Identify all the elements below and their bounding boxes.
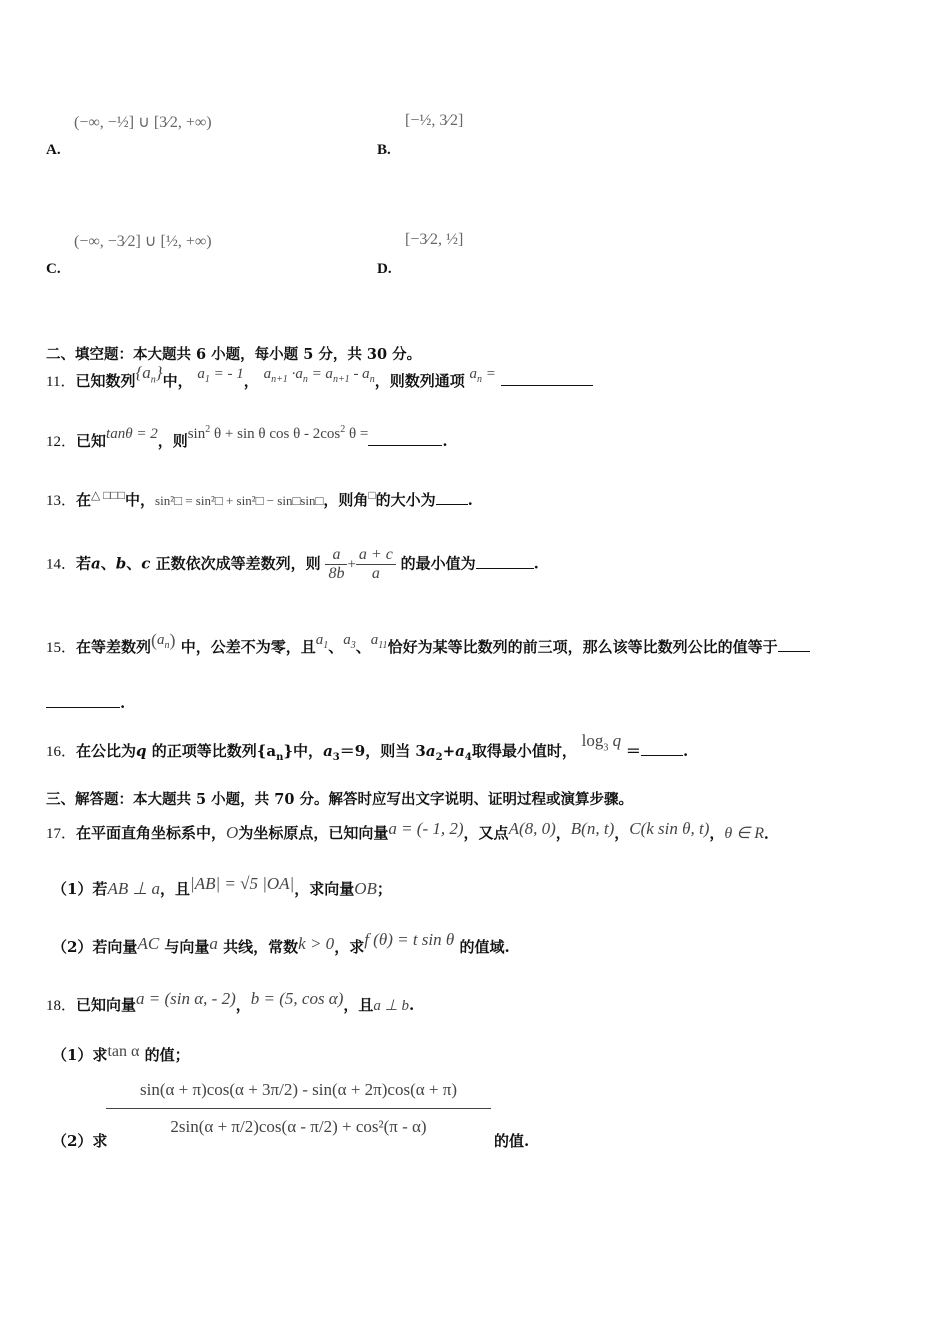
question-number: 15． [46, 640, 77, 656]
section-heading-fill-in: 二、填空题：本大题共 6 小题，每小题 5 分，共 30 分。 [46, 346, 422, 363]
variable: a [425, 742, 436, 760]
question-14 [46, 546, 539, 583]
question-text: }中， [283, 742, 324, 760]
question-text: ，求向量 [294, 880, 355, 898]
question-text: 、 [355, 638, 371, 656]
question-text: ＝9，则当 3 [339, 742, 426, 760]
math-expr: B(n, t) [570, 819, 615, 838]
math-expr: △ □□□ [91, 488, 126, 502]
fraction-denominator: a [371, 565, 380, 582]
answer-blank[interactable] [501, 384, 593, 386]
option-d-expr: [−3⁄2, ½] [405, 231, 464, 248]
math-expr: a [157, 632, 165, 648]
question-13 [46, 489, 473, 510]
math-sub: n [164, 640, 170, 651]
question-18-part-2-label: （2）求 [52, 1132, 108, 1150]
question-text: . [533, 554, 539, 573]
part-label: （1）若 [52, 880, 108, 898]
question-text: 共线，常数 [217, 938, 299, 956]
question-17 [46, 819, 779, 843]
math-sub: 3 [603, 742, 609, 754]
question-text: 正数依次成等差数列，则 [150, 554, 321, 573]
question-text: ，求 [334, 938, 365, 956]
question-text: 中， [162, 372, 193, 390]
question-text: 取得最小值时， [471, 742, 577, 760]
question-text: . [409, 996, 415, 1014]
math-sub: 1 [323, 640, 329, 651]
answer-blank[interactable] [368, 444, 442, 446]
math-sub: n+1 [271, 374, 288, 385]
math-sub: n [302, 374, 308, 385]
question-text: . [120, 694, 126, 712]
section-heading-answers: 三、解答题：本大题共 5 小题，共 70 分。解答时应写出文字说明、证明过程或演算步骤。 [46, 791, 633, 808]
question-number: 13． [46, 493, 77, 509]
math-sub: n [276, 752, 284, 763]
math-sub: 4 [464, 752, 472, 763]
math-expr: } [155, 363, 163, 382]
answer-blank[interactable] [641, 754, 683, 756]
question-text: 、 [126, 554, 142, 573]
question-18-part-1 [52, 1044, 190, 1065]
answer-blank[interactable] [778, 650, 810, 652]
math-expr: k > 0 [298, 934, 335, 953]
question-18 [46, 989, 415, 1015]
question-text: 在 [76, 491, 92, 509]
question-text: 在平面直角坐标系中， [76, 824, 227, 842]
math-sub: 11 [378, 640, 388, 651]
math-expr: + [347, 556, 356, 573]
math-sub: 3 [332, 752, 340, 763]
math-expr: C(k sin θ, t) [629, 819, 710, 838]
fraction [356, 546, 396, 583]
math-expr: log [581, 731, 604, 750]
variable: a [323, 742, 333, 760]
question-17-part-2 [52, 930, 510, 957]
option-b-label: B. [377, 142, 391, 158]
fraction-numerator: a + c [356, 546, 396, 565]
option-c-expr: (−∞, −3⁄2] ∪ [½, +∞) [74, 233, 212, 250]
question-18-part-2-tail: 的值. [494, 1132, 530, 1150]
question-text: ，且 [343, 996, 374, 1014]
question-text: ，则角 [323, 491, 369, 509]
math-sub: 3 [350, 640, 356, 651]
question-text: 的大小为 [375, 491, 436, 509]
question-text: ，则数列通项 [374, 372, 465, 390]
math-expr: a [370, 632, 379, 648]
math-expr: AC [137, 934, 160, 953]
variable: q [136, 742, 147, 760]
question-text: ， [235, 996, 251, 1014]
math-expr: θ ∈ R [724, 825, 764, 842]
question-text: ，则 [157, 432, 188, 450]
math-expr: a = (- 1, 2) [388, 819, 464, 838]
math-expr: a [469, 366, 477, 382]
question-15: 15．在等差数列$(a_n)$ 中，公差不为零，且$a_1$、$a_3$、$a_{11}$恰好为某等比数列的前三项，那么该等比数列公比的值等于 [46, 636, 912, 659]
math-expr: A(8, 0) [508, 819, 556, 838]
answer-blank[interactable] [436, 503, 468, 505]
question-number: 16． [46, 744, 77, 760]
math-expr: a ⊥ b [373, 998, 409, 1014]
question-text: ，又点 [463, 824, 509, 842]
math-expr: tan α [107, 1043, 140, 1060]
question-text: 中，公差不为零，且 [175, 638, 316, 656]
fraction [325, 546, 347, 583]
math-expr: ·a [287, 366, 303, 382]
question-text: 已知向量 [76, 996, 137, 1014]
question-number: 17． [46, 826, 77, 842]
math-expr: a [343, 632, 351, 648]
math-expr: = - 1 [209, 366, 244, 382]
fraction-expression [106, 1080, 491, 1137]
question-text: 为坐标原点，已知向量 [238, 824, 389, 842]
question-text: 的正项等比数列{a [146, 742, 277, 760]
math-expr: |AB| = √5 |OA| [190, 874, 295, 893]
question-text: . [682, 742, 689, 760]
question-text: 的最小值为 [400, 554, 476, 573]
question-text: + [442, 742, 456, 760]
math-sup: 2 [205, 424, 211, 435]
math-expr: sin [187, 426, 206, 442]
math-expr: O [226, 823, 239, 842]
part-label: （1）求 [52, 1046, 108, 1064]
math-expr: {a [135, 363, 151, 382]
math-expr: OB [354, 879, 377, 898]
question-text: ． [763, 824, 779, 842]
math-expr: a [197, 366, 205, 382]
question-16 [46, 731, 689, 763]
math-expr: tanθ = 2 [106, 426, 158, 442]
question-text: ； [376, 880, 392, 898]
question-number: 11． [46, 374, 76, 390]
option-c-label: C. [46, 261, 61, 277]
math-expr: b = (5, cos α) [250, 989, 344, 1008]
math-expr: a [315, 632, 324, 648]
question-text: ， [555, 824, 571, 842]
answer-blank[interactable] [46, 706, 120, 708]
part-label: （2）若向量 [52, 938, 138, 956]
fraction-denominator: 2sin(α + π/2)cos(α - π/2) + cos²(π - α) [170, 1117, 427, 1136]
question-text: 若 [76, 554, 92, 573]
variable: a [91, 554, 101, 573]
question-text: ＝ [625, 742, 641, 760]
question-text: ， [243, 372, 259, 390]
question-text: . [442, 432, 448, 450]
option-a-label: A. [46, 142, 61, 158]
math-expr: θ = [345, 426, 369, 442]
question-text: 的值； [139, 1046, 190, 1064]
question-text: ， [614, 824, 630, 842]
question-text: 已知数列 [75, 372, 136, 390]
question-text: 在公比为 [76, 742, 137, 760]
math-expr: q [608, 731, 622, 750]
question-text: 、 [328, 638, 344, 656]
question-number: 14． [46, 556, 77, 573]
option-b-expr: [−½, 3⁄2] [405, 112, 464, 129]
math-expr: □ [368, 488, 376, 502]
math-sub: n [150, 374, 156, 386]
math-sub: n [369, 374, 375, 385]
variable: c [141, 554, 151, 573]
question-text: 、 [100, 554, 116, 573]
fraction-numerator: sin(α + π)cos(α + 3π/2) - sin(α + 2π)cos(α + π) [106, 1080, 491, 1109]
answer-blank[interactable] [476, 567, 534, 569]
question-text: ， [709, 824, 725, 842]
math-expr: θ + sin θ cos θ - 2cos [210, 426, 341, 442]
option-d-label: D. [377, 261, 392, 277]
math-expr: a [209, 934, 218, 953]
option-a-expr: (−∞, −½] ∪ [3⁄2, +∞) [74, 114, 212, 131]
math-sub: n [476, 374, 482, 385]
fraction-denominator: 8b [328, 565, 345, 582]
question-text: 中， [125, 491, 156, 509]
question-text: 的值域. [454, 938, 510, 956]
math-expr: - a [349, 366, 370, 382]
math-sub: 1 [204, 374, 210, 385]
math-sub: n+1 [332, 374, 350, 385]
question-number: 18． [46, 998, 77, 1014]
variable: a [455, 742, 465, 760]
math-expr: sin²□ = sin²□ + sin²□ − sin□sin□ [155, 493, 324, 508]
math-expr: = [481, 366, 496, 382]
question-17-part-1 [52, 874, 392, 899]
question-12 [46, 424, 448, 451]
question-text: 已知 [76, 432, 107, 450]
question-text: ，且 [160, 880, 191, 898]
question-15-continued [46, 694, 125, 712]
fraction-numerator: a [325, 546, 347, 565]
math-expr: a [263, 366, 272, 382]
math-sup: 2 [340, 424, 346, 435]
math-expr: f (θ) = t sin θ [364, 930, 455, 949]
question-text: . [467, 491, 473, 509]
question-text: 与向量 [159, 938, 210, 956]
question-text: 恰好为某等比数列的前三项，那么该等比数列公比的值等于 [387, 638, 778, 656]
math-expr: a = (sin α, - 2) [136, 989, 236, 1008]
math-expr: = a [307, 366, 333, 382]
question-11 [46, 363, 593, 393]
math-expr: AB ⊥ a [107, 879, 161, 898]
question-number: 12． [46, 434, 77, 450]
math-sub: 2 [435, 752, 443, 763]
variable: b [115, 554, 127, 573]
question-text: 在等差数列 [76, 638, 152, 656]
